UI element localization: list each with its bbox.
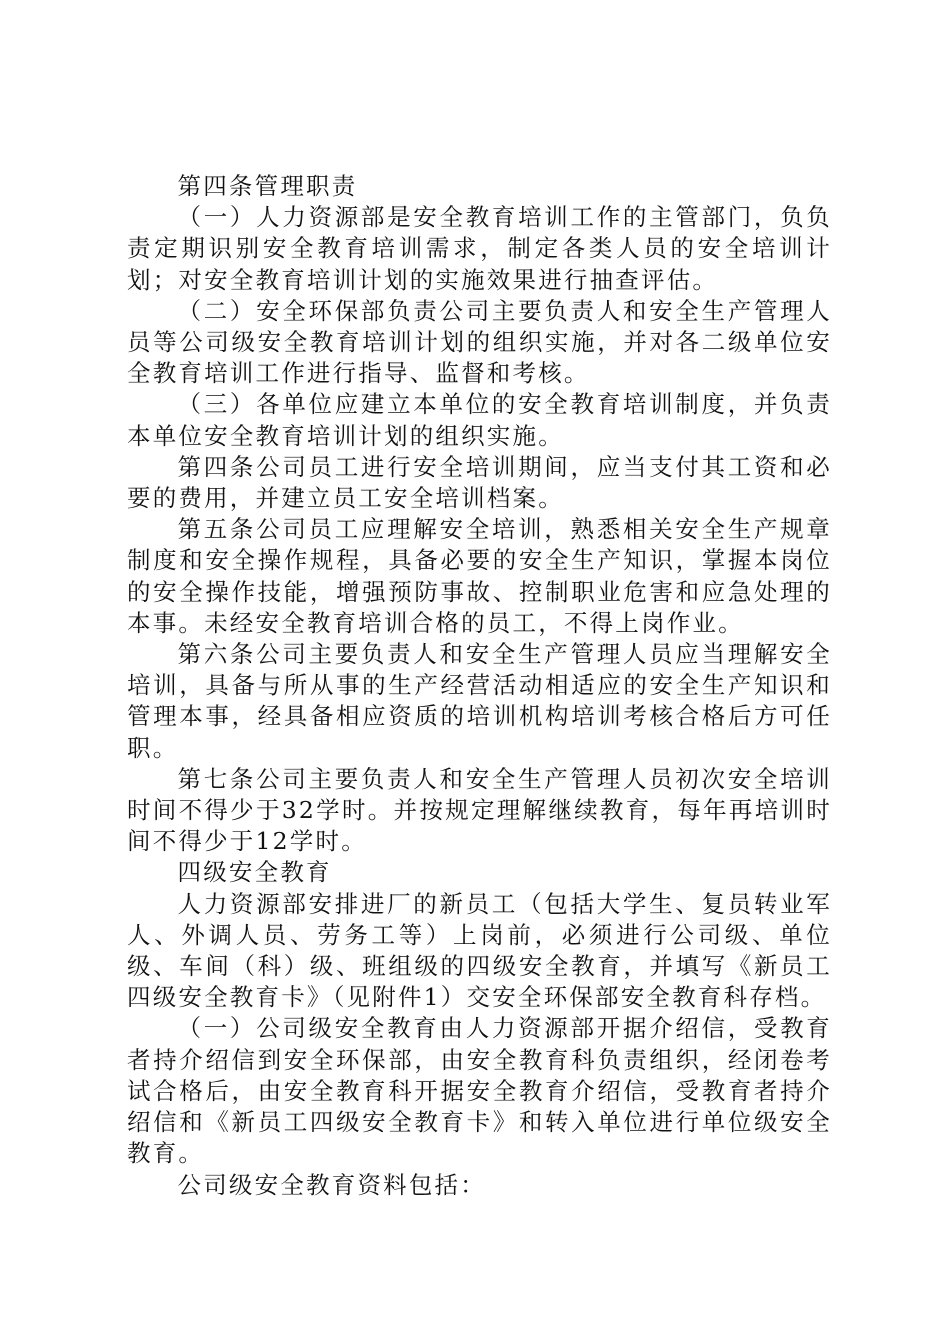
paragraph-unit-duties: （三）各单位应建立本单位的安全教育培训制度，并负责本单位安全教育培训计划的组织实施。	[127, 390, 832, 450]
paragraph-article-7: 第七条公司主要负责人和安全生产管理人员初次安全培训时间不得少于32学时。并按规定理解继续教育，每年再培训时间不得少于12学时。	[127, 764, 832, 856]
paragraph-new-employee-education: 人力资源部安排进厂的新员工（包括大学生、复员转业军人、外调人员、劳务工等）上岗前，必须进行公司级、单位级、车间（科）级、班组级的四级安全教育，并填写《新员工四级安全教育卡》（见附件1）交安全环保部安全教育科存档。	[127, 889, 832, 1012]
document-body	[127, 171, 832, 1201]
paragraph-company-level-education: （一）公司级安全教育由人力资源部开据介绍信，受教育者持介绍信到安全环保部，由安全教育科负责组织，经闭卷考试合格后，由安全教育科开据安全教育介绍信，受教育者持介绍信和《新员工四级安全教育卡》和转入单位进行单位级安全教育。	[127, 1014, 832, 1168]
section-heading-four-level-education: 四级安全教育	[177, 858, 332, 887]
paragraph-article-5: 第五条公司员工应理解安全培训，熟悉相关安全生产规章制度和安全操作规程，具备必要的安全生产知识，掌握本岗位的安全操作技能，增强预防事故、控制职业危害和应急处理的本事。未经安全教育培训合格的员工，不得上岗作业。	[127, 515, 832, 637]
section-heading-management-duties: 第四条管理职责	[177, 172, 358, 200]
paragraph-hr-duties: （一）人力资源部是安全教育培训工作的主管部门，负负责定期识别安全教育培训需求，制定各类人员的安全培训计划；对安全教育培训计划的实施效果进行抽查评估。	[127, 203, 832, 294]
paragraph-article-6: 第六条公司主要负责人和安全生产管理人员应当理解安全培训，具备与所从事的生产经营活动相适应的安全生产知识和管理本事，经具备相应资质的培训机构培训考核合格后方可任职。	[127, 640, 832, 762]
paragraph-company-level-materials: 公司级安全教育资料包括：	[177, 1170, 486, 1199]
paragraph-safety-env-duties: （二）安全环保部负责公司主要负责人和安全生产管理人员等公司级安全教育培训计划的组织实施，并对各二级单位安全教育培训工作进行指导、监督和考核。	[127, 296, 832, 388]
paragraph-article-4-wages: 第四条公司员工进行安全培训期间，应当支付其工资和必要的费用，并建立员工安全培训档案。	[127, 452, 832, 513]
